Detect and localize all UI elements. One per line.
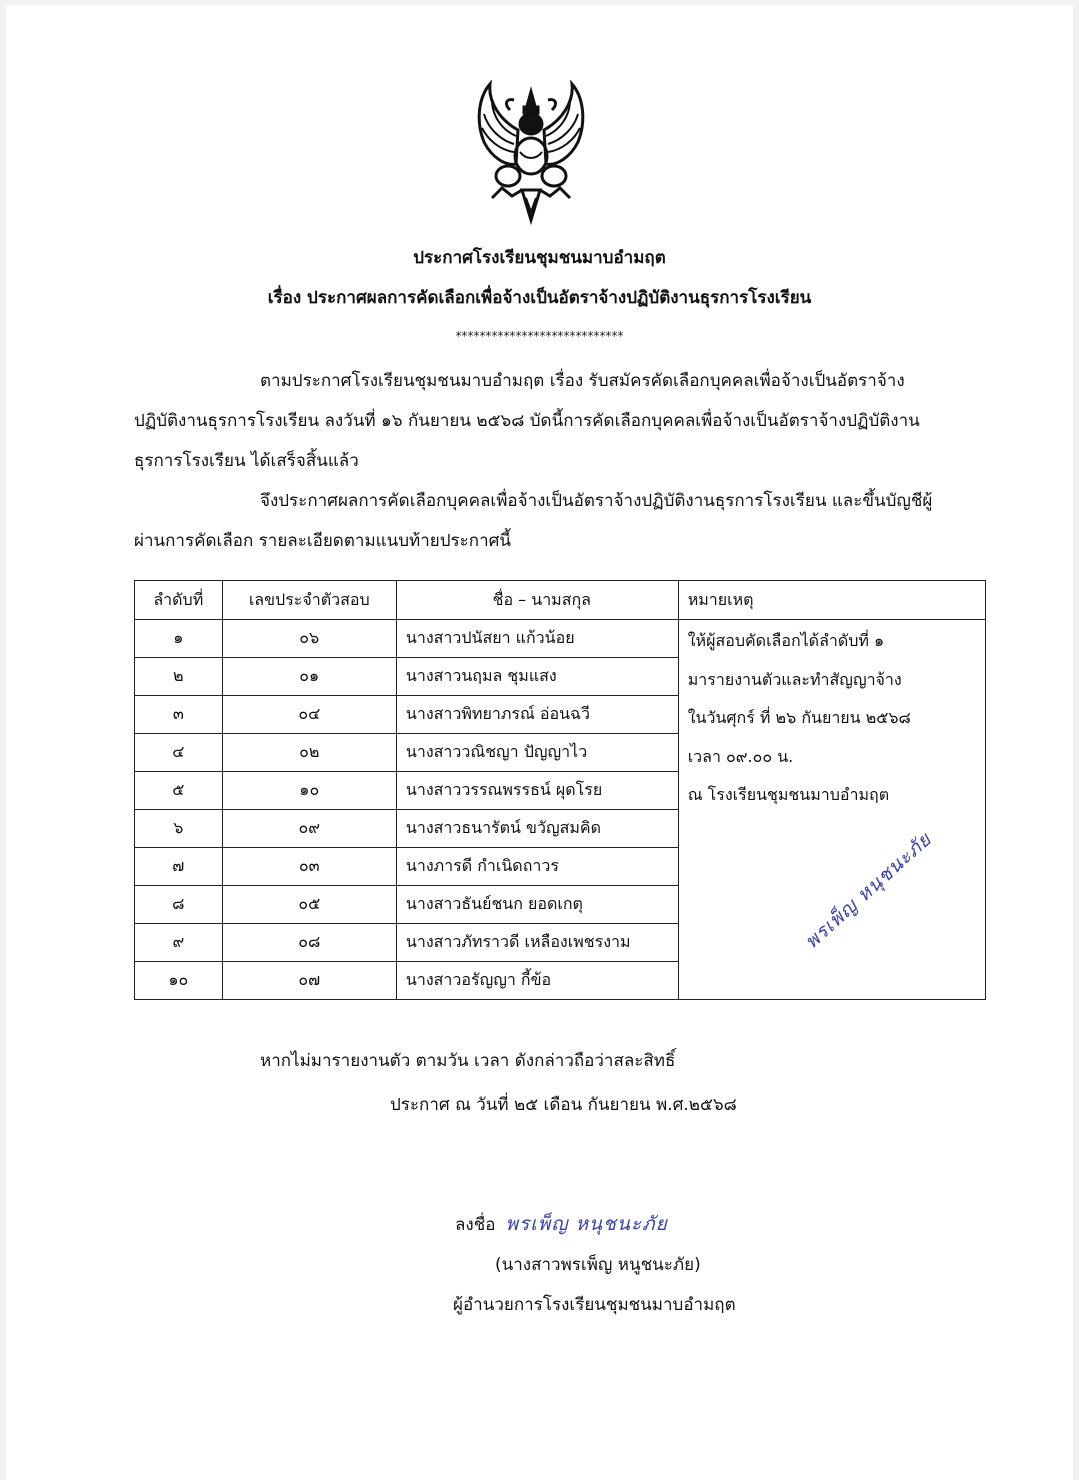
- name-cell: นางสาวภัทราวดี เหลืองเพชรงาม: [396, 924, 678, 962]
- header-exam-id: เลขประจำตัวสอบ: [222, 581, 396, 620]
- header-rank: ลำดับที่: [135, 581, 223, 620]
- remark-line: ให้ผู้สอบคัดเลือกได้ลำดับที่ ๑: [687, 631, 885, 650]
- name-cell: นางสาวพิทยาภรณ์ อ่อนฉวี: [396, 696, 678, 734]
- table-header-row: [135, 581, 986, 620]
- exam-id-cell: ๐๙: [222, 810, 396, 848]
- exam-id-cell: ๑๐: [222, 772, 396, 810]
- name-cell: นางภารดี กำเนิดถาวร: [396, 848, 678, 886]
- rank-cell: ๙: [135, 924, 223, 962]
- remark-handwritten-signature: พรเพ็ญ หนุชนะภัย: [800, 828, 936, 954]
- header-name: ชื่อ – นามสกุล: [396, 581, 678, 620]
- document-title: ประกาศโรงเรียนชุมชนมาบอำมฤต: [413, 248, 666, 268]
- exam-id-cell: ๐๗: [222, 962, 396, 1000]
- paragraph-1-line-3: ธุรการโรงเรียน ได้เสร็จสิ้นแล้ว: [134, 451, 359, 471]
- exam-id-cell: ๐๒: [222, 734, 396, 772]
- signature-line: [455, 1212, 668, 1237]
- name-cell: นางสาวนฤมล ชุมแสง: [396, 658, 678, 696]
- remark-line: ในวันศุกร์ ที่ ๒๖ กันยายน ๒๕๖๘: [687, 708, 911, 728]
- paragraph-1-line-2: ปฏิบัติงานธุรการโรงเรียน ลงวันที่ ๑๖ กันยายน ๒๕๖๘ บัดนี้การคัดเลือกบุคคลเพื่อจ้างเป็นอัตราจ้างปฏิบัติงาน: [134, 411, 920, 431]
- name-cell: นางสาวอรัญญา กี้ข้อ: [396, 962, 678, 1000]
- signer-name: (นางสาวพรเพ็ญ หนูชนะภัย): [495, 1255, 701, 1275]
- announcement-date: ประกาศ ณ วันที่ ๒๕ เดือน กันยายน พ.ศ.๒๕๖๘: [390, 1095, 737, 1115]
- garuda-emblem-icon: [470, 80, 592, 226]
- paragraph-2-line-2: ผ่านการคัดเลือก รายละเอียดตามแนบท้ายประกาศนี้: [134, 531, 512, 551]
- rank-cell: ๒: [135, 658, 223, 696]
- table-row: [135, 620, 986, 658]
- signer-position: ผู้อำนวยการโรงเรียนชุมชนมาบอำมฤต: [453, 1295, 736, 1315]
- rank-cell: ๑: [135, 620, 223, 658]
- exam-id-cell: ๐๕: [222, 886, 396, 924]
- name-cell: นางสาววณิชญา ปัญญาไว: [396, 734, 678, 772]
- remark-line: มารายงานตัวและทำสัญญาจ้าง: [687, 669, 902, 689]
- name-cell: นางสาวธันย์ชนก ยอดเกตุ: [396, 886, 678, 924]
- name-cell: นางสาวปนัสยา แก้วน้อย: [396, 620, 678, 658]
- rank-cell: ๗: [135, 848, 223, 886]
- document-subject: เรื่อง ประกาศผลการคัดเลือกเพื่อจ้างเป็นอัตราจ้างปฏิบัติงานธุรการโรงเรียน: [267, 288, 812, 308]
- exam-id-cell: ๐๘: [222, 924, 396, 962]
- exam-id-cell: ๐๑: [222, 658, 396, 696]
- header-remark: หมายเหตุ: [678, 581, 985, 620]
- rank-cell: ๖: [135, 810, 223, 848]
- rank-cell: ๕: [135, 772, 223, 810]
- paragraph-2-line-1: จึงประกาศผลการคัดเลือกบุคคลเพื่อจ้างเป็นอัตราจ้างปฏิบัติงานธุรการโรงเรียน และขึ้นบัญชีผู้: [260, 491, 933, 511]
- remark-line: เวลา ๐๙.๐๐ น.: [687, 746, 794, 766]
- report-warning: หากไม่มารายงานตัว ตามวัน เวลา ดังกล่าวถือว่าสละสิทธิ์: [260, 1051, 676, 1071]
- exam-id-cell: ๐๓: [222, 848, 396, 886]
- handwritten-signature: พรเพ็ญ หนุชนะภัย: [505, 1213, 668, 1235]
- sign-label: ลงชื่อ: [455, 1215, 496, 1235]
- name-cell: นางสาวธนารัตน์ ขวัญสมคิด: [396, 810, 678, 848]
- paragraph-1-line-1: ตามประกาศโรงเรียนชุมชนมาบอำมฤต เรื่อง รับสมัครคัดเลือกบุคคลเพื่อจ้างเป็นอัตราจ้าง: [260, 371, 905, 391]
- rank-cell: ๓: [135, 696, 223, 734]
- results-table: [134, 580, 986, 1000]
- rank-cell: ๑๐: [135, 962, 223, 1000]
- exam-id-cell: ๐๔: [222, 696, 396, 734]
- remark-line: ณ โรงเรียนชุมชนมาบอำมฤต: [687, 785, 890, 805]
- title-separator: ****************************: [455, 329, 624, 343]
- rank-cell: ๘: [135, 886, 223, 924]
- exam-id-cell: ๐๖: [222, 620, 396, 658]
- name-cell: นางสาววรรณพรรธน์ ผุดโรย: [396, 772, 678, 810]
- rank-cell: ๔: [135, 734, 223, 772]
